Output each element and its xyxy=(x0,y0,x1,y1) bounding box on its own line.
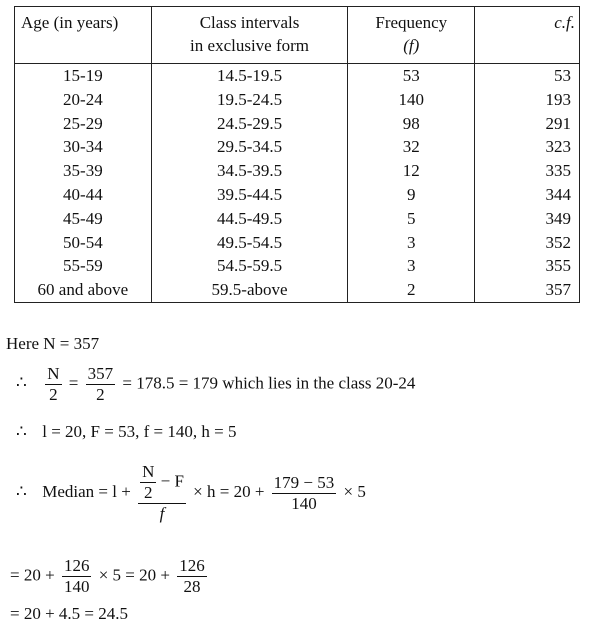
table-row xyxy=(15,183,580,207)
cell-cf: 352 xyxy=(475,231,580,255)
cell-frequency: 140 xyxy=(348,88,475,112)
therefore-symbol: ∴ xyxy=(16,481,27,501)
cell-frequency: 3 xyxy=(348,254,475,278)
fraction-numerator: 126 xyxy=(179,556,205,575)
cell-cf: 355 xyxy=(475,254,580,278)
cell-frequency: 53 xyxy=(348,64,475,88)
frequency-table xyxy=(14,6,580,303)
line-median-result xyxy=(10,604,128,624)
cell-age: 40-44 xyxy=(15,183,152,207)
cell-frequency: 5 xyxy=(348,207,475,231)
header-age xyxy=(15,7,152,64)
cell-frequency: 12 xyxy=(348,159,475,183)
cell-class-interval: 44.5-49.5 xyxy=(151,207,348,231)
header-class-line2: in exclusive form xyxy=(190,36,310,55)
table-row xyxy=(15,207,580,231)
cell-frequency: 98 xyxy=(348,112,475,136)
cell-age: 20-24 xyxy=(15,88,152,112)
table-row xyxy=(15,231,580,255)
cell-age: 35-39 xyxy=(15,159,152,183)
median-lead: Median = l + xyxy=(42,481,131,501)
simplify-lead: = 20 + xyxy=(10,565,55,585)
fraction-denominator: 2 xyxy=(140,482,156,503)
fraction-numerator: 126 xyxy=(63,556,90,575)
fraction-numerator: N xyxy=(142,462,155,481)
cell-age: 25-29 xyxy=(15,112,152,136)
median-result-text: = 20 + 4.5 = 24.5 xyxy=(10,604,129,623)
header-frequency xyxy=(348,7,475,64)
cell-cf: 53 xyxy=(475,64,580,88)
line-median-simplify xyxy=(10,556,210,597)
fraction-denominator: 2 xyxy=(45,384,61,405)
cell-cf: 344 xyxy=(475,183,580,207)
fraction-denominator: 140 xyxy=(272,493,337,514)
fraction-denominator: f xyxy=(138,503,186,524)
cell-cf: 349 xyxy=(475,207,580,231)
cell-class-interval: 54.5-59.5 xyxy=(151,254,348,278)
table-row xyxy=(15,135,580,159)
fraction-357-over-2 xyxy=(86,364,116,405)
table-row xyxy=(15,112,580,136)
cell-age: 15-19 xyxy=(15,64,152,88)
cell-class-interval: 39.5-44.5 xyxy=(151,183,348,207)
header-age-label: Age (in years) xyxy=(21,13,119,32)
fraction-numerator: N xyxy=(47,364,60,383)
median-position-result: = 178.5 = 179 which lies in the class 20-24 xyxy=(122,373,416,393)
cell-cf: 323 xyxy=(475,135,580,159)
cell-cf: 335 xyxy=(475,159,580,183)
fraction-median-formula xyxy=(138,462,186,524)
cell-age: 30-34 xyxy=(15,135,152,159)
cell-age: 60 and above xyxy=(15,278,152,302)
table-row xyxy=(15,64,580,88)
line-median-position xyxy=(16,364,415,405)
fraction-126-over-140 xyxy=(62,556,92,597)
fraction-179-53-over-140 xyxy=(272,473,337,514)
fraction-numerator xyxy=(138,462,186,503)
cell-class-interval: 14.5-19.5 xyxy=(151,64,348,88)
times-5-text: × 5 xyxy=(343,481,366,501)
fraction-numerator: 179 − 53 xyxy=(273,472,335,492)
fraction-numerator: 357 xyxy=(87,364,114,383)
minus-f-text: − F xyxy=(160,471,184,491)
cell-class-interval: 29.5-34.5 xyxy=(151,135,348,159)
header-frequency-line1: Frequency xyxy=(375,13,448,32)
cell-class-interval: 24.5-29.5 xyxy=(151,112,348,136)
header-class-intervals xyxy=(151,7,348,64)
fraction-denominator: 28 xyxy=(177,576,207,597)
cell-cf: 357 xyxy=(475,278,580,302)
header-class-line1: Class intervals xyxy=(199,13,300,32)
fraction-n-over-2-inner xyxy=(140,462,156,503)
header-cf-label: c.f. xyxy=(554,13,575,32)
cell-class-interval: 59.5-above xyxy=(151,278,348,302)
therefore-symbol: ∴ xyxy=(16,373,27,393)
table-body xyxy=(15,64,580,303)
n-total-text: Here N = 357 xyxy=(6,334,100,353)
table-row xyxy=(15,254,580,278)
cell-frequency: 9 xyxy=(348,183,475,207)
therefore-symbol: ∴ xyxy=(16,422,27,441)
simplify-mid: × 5 = 20 + xyxy=(98,565,170,585)
cell-cf: 193 xyxy=(475,88,580,112)
cell-age: 50-54 xyxy=(15,231,152,255)
cell-frequency: 2 xyxy=(348,278,475,302)
fraction-126-over-28 xyxy=(177,556,207,597)
fraction-denominator: 140 xyxy=(63,577,90,596)
cell-age: 45-49 xyxy=(15,207,152,231)
fraction-n-over-2 xyxy=(45,364,61,405)
line-median-formula xyxy=(16,462,366,524)
cell-cf: 291 xyxy=(475,112,580,136)
parameters-text: l = 20, F = 53, f = 140, h = 5 xyxy=(42,422,237,441)
table-header-row xyxy=(15,7,580,64)
header-frequency-line2: (f) xyxy=(403,36,420,55)
line-parameters xyxy=(16,422,236,442)
cell-frequency: 32 xyxy=(348,135,475,159)
cell-class-interval: 19.5-24.5 xyxy=(151,88,348,112)
cell-frequency: 3 xyxy=(348,231,475,255)
cell-class-interval: 49.5-54.5 xyxy=(151,231,348,255)
table-row xyxy=(15,88,580,112)
cell-class-interval: 34.5-39.5 xyxy=(151,159,348,183)
header-cf xyxy=(475,7,580,64)
table-row xyxy=(15,159,580,183)
line-n-total xyxy=(6,334,99,354)
fraction-denominator: 2 xyxy=(86,384,116,405)
times-h-text: × h = 20 + xyxy=(193,481,265,501)
cell-age: 55-59 xyxy=(15,254,152,278)
table-row xyxy=(15,278,580,302)
equals-sign: = xyxy=(68,373,79,393)
